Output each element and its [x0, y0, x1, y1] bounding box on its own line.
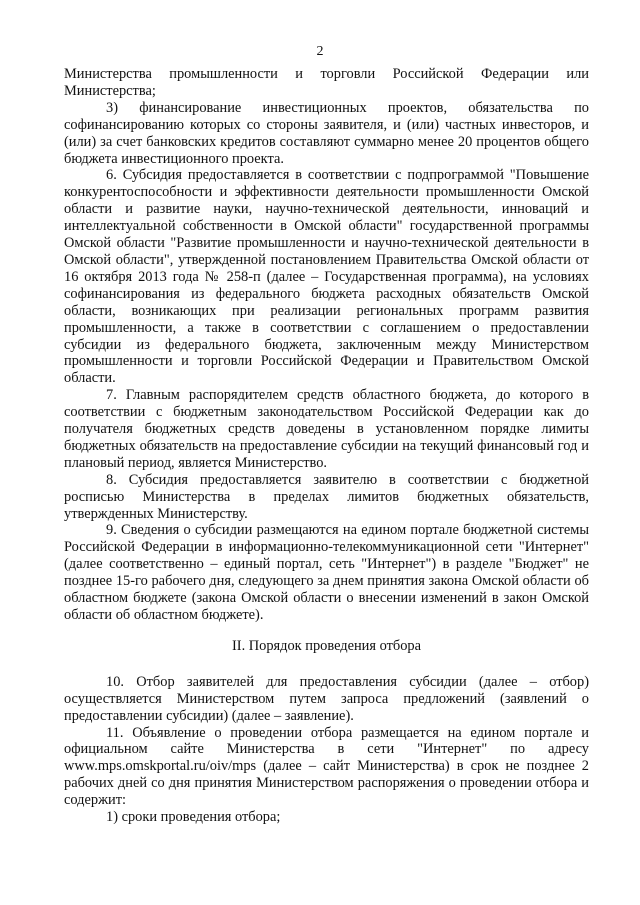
document-body	[64, 66, 589, 826]
paragraph-7: 7. Главным распорядителем средств областного бюджета, до которого в соответствии с бюджетным законодательством Российской Федерации как до получателя бюджетных средств доведены в установленном порядке лимиты бюджетных обязательств на предоставление субсидии на текущий финансовый год и плановый период, является Министерство.	[64, 387, 589, 471]
paragraph-continuation: Министерства промышленности и торговли Российской Федерации или Министерства;	[64, 66, 589, 99]
paragraph-11-item-1: 1) сроки проведения отбора;	[106, 809, 281, 826]
paragraph-8: 8. Субсидия предоставляется заявителю в соответствии с бюджетной росписью Министерства в пределах лимитов бюджетных обязательств, утвержденных Министерству.	[64, 471, 589, 522]
page-number: 2	[316, 44, 324, 59]
paragraph-11: 11. Объявление о проведении отбора размещается на едином портале и официальном сайте Министерства в сети "Интернет" по адресу www.mps.omskportal.ru/oiv/mps (далее – сайт Министерства) в срок не позднее 2 рабочих дней со дня принятия Министерством распоряжения о проведении отбора и содержит:	[64, 724, 589, 809]
paragraph-item-3: 3) финансирование инвестиционных проектов, обязательства по софинансированию которых со стороны заявителя, и (или) частных инвесторов, и (или) за счет банковских кредитов составляют суммарно менее 20 процентов общего бюджета инвестиционного проекта.	[64, 99, 589, 167]
section-heading-ii: II. Порядок проведения отбора	[231, 637, 421, 654]
paragraph-10: 10. Отбор заявителей для предоставления субсидии (далее – отбор) осуществляется Министерством путем запроса предложений (заявлений о предоставлении субсидии) (далее – заявление).	[64, 673, 589, 724]
paragraph-6: 6. Субсидия предоставляется в соответствии с подпрограммой "Повышение конкурентоспособности и эффективности деятельности промышленности Омской области и развитие науки, научно-технической деятельности, инноваций и интеллектуальной собственности в Омской области" государственной программы Омской области "Развитие промышленности и научно-технической деятельности в Омской области", утвержденной постановлением Правительства Омской области от 16 октября 2013 года № 258-п (далее – Государственная программа), на условиях софинансирования из федерального бюджета расходных обязательств Омской области, возникающих при реализации региональных программ развития промышленности, а также в соответствии с соглашением о предоставлении субсидии из федерального бюджета, заключенным между Министерством промышленности и торговли Российской Федерации и Правительством Омской области.	[64, 167, 589, 387]
paragraph-9: 9. Сведения о субсидии размещаются на едином портале бюджетной системы Российской Федерации в информационно-телекоммуникационной сети "Интернет" (далее соответственно – единый портал, сеть "Интернет") в разделе "Бюджет" не позднее 15-го рабочего дня, следующего за днем принятия закона Омской области об областном бюджете (закона Омской области о внесении изменений в закон Омской области об областном бюджете).	[64, 522, 589, 623]
